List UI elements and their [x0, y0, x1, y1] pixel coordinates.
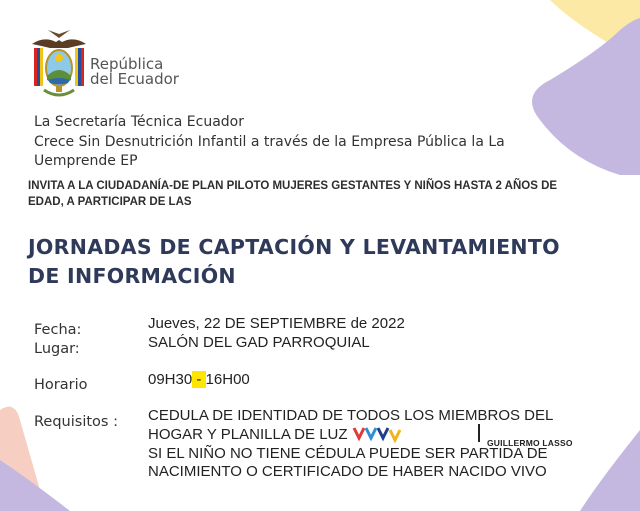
- lugar-value: SALÓN DEL GAD PARROQUIAL: [148, 334, 370, 351]
- invite-line-2: EDAD, A PARTICIPAR DE LAS: [28, 195, 192, 208]
- requisitos-line-4: NACIMIENTO O CERTIFICADO DE HABER NACIDO VIVO: [148, 463, 547, 480]
- event-headline: [28, 233, 618, 291]
- invite-line-1: INVITA A LA CIUDADANÍA-DE PLAN PILOTO MUJERES GESTANTES Y NIÑOS HASTA 2 AÑOS DE: [28, 180, 558, 192]
- brand-divider: [478, 424, 480, 442]
- intro-line-3: Uemprende EP: [34, 153, 138, 169]
- government-brand-marks-icon: [352, 424, 412, 444]
- requisitos-label: Requisitos :: [34, 414, 118, 430]
- horario-start: 09H30: [148, 371, 193, 388]
- intro-line-1: La Secretaría Técnica Ecuador: [34, 114, 245, 130]
- president-name-mark: GUILLERMO LASSO: [487, 438, 573, 448]
- horario-label: Horario: [34, 377, 88, 393]
- lugar-label: Lugar:: [34, 341, 80, 357]
- country-logo-text: [90, 57, 179, 87]
- coat-of-arms-icon: [28, 30, 90, 100]
- requisitos-line-1: CEDULA DE IDENTIDAD DE TODOS LOS MIEMBROS DEL: [148, 407, 554, 424]
- logo-line-1: República: [90, 55, 164, 73]
- intro-line-2: Crece Sin Desnutrición Infantil a través de la Empresa Pública la La: [34, 133, 505, 150]
- horario-value: [148, 371, 250, 389]
- requisitos-line-3: SI EL NIÑO NO TIENE CÉDULA PUEDE SER PARTIDA DE: [148, 445, 548, 462]
- invitation-text: [28, 179, 608, 210]
- headline-line-2: DE INFORMACIÓN: [28, 264, 236, 288]
- intro-paragraph: [34, 113, 554, 172]
- logo-line-2: del Ecuador: [90, 70, 179, 88]
- horario-end: 16H00: [205, 371, 250, 388]
- requisitos-line-2: HOGAR Y PLANILLA DE LUZ: [148, 426, 348, 443]
- horario-dash-highlight: -: [192, 371, 206, 388]
- headline-line-1: JORNADAS DE CAPTACIÓN Y LEVANTAMIENTO: [28, 235, 560, 259]
- fecha-label: Fecha:: [34, 322, 82, 338]
- fecha-value: Jueves, 22 DE SEPTIEMBRE de 2022: [148, 315, 405, 332]
